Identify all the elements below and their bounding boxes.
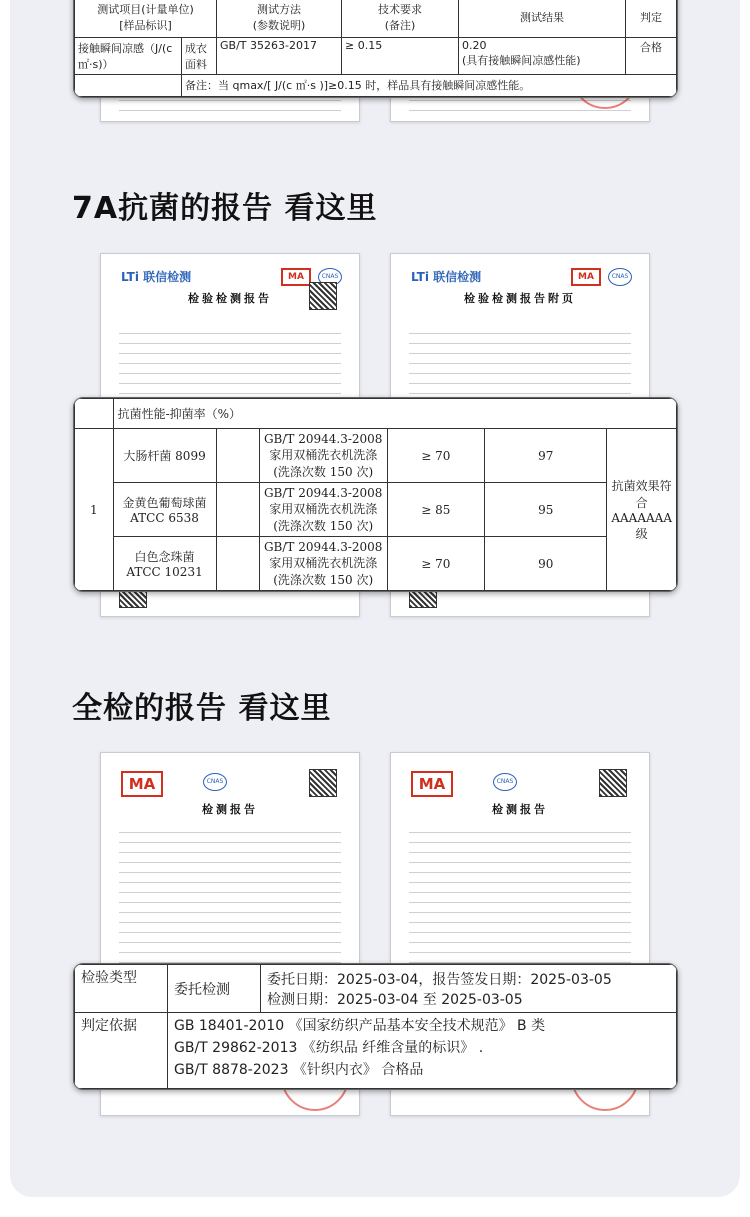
ma-logo: MA (411, 771, 453, 797)
requirement-2: ≥ 85 (387, 483, 485, 537)
lti-logo: LTi 联信检测 (121, 270, 192, 284)
blank-col (216, 429, 259, 483)
cell-item: 接触瞬间凉感（J/(c㎡·s)） (75, 38, 182, 74)
qr-code-icon (309, 282, 337, 310)
blank-col (216, 483, 259, 537)
lti-logo: LTi 联信检测 (411, 270, 482, 284)
inspection-type-value: 委托检测 (168, 965, 261, 1013)
full-inspection-zoom-table (73, 963, 678, 1090)
organism-3: 白色念珠菌 ATCC 10231 (113, 537, 216, 591)
requirement-3: ≥ 70 (387, 537, 485, 591)
header-method: 测试方法 (参数说明) (217, 0, 342, 38)
basis-standard-2: GB/T 29862-2013 《纺织品 纤维含量的标识》 . (174, 1040, 484, 1057)
cell-method: GB/T 35263-2017 (217, 38, 342, 74)
basis-cell (168, 1013, 677, 1089)
qr-code-icon (309, 769, 337, 797)
blank-col (216, 537, 259, 591)
basis-standard-1: GB 18401-2010 《国家纺织产品基本安全技术规范》 B 类 (174, 1018, 546, 1035)
ma-logo: MA (571, 268, 601, 286)
ma-logo: MA (281, 268, 311, 286)
commission-dates: 委托日期：2025-03-04，报告签发日期：2025-03-05 (267, 971, 612, 988)
result-note: (具有接触瞬间凉感性能) (462, 54, 581, 68)
ma-logo: MA (121, 771, 163, 797)
method-3: GB/T 20944.3-2008 家用双桶洗衣机洗涤 (洗涤次数 150 次) (259, 537, 387, 591)
qr-code-icon (599, 769, 627, 797)
note-spacer (75, 74, 182, 96)
full-inspection-section-title: 全检的报告 看这里 (72, 691, 332, 726)
cell-sample: 成衣面料 (182, 38, 217, 74)
header-verdict: 判定 (626, 0, 677, 38)
header-item: 测试项目(计量单位) [样品标识] (75, 0, 217, 38)
result-3: 90 (485, 537, 607, 591)
cooling-test-zoom-table (73, 0, 678, 98)
basis-standard-3: GB/T 8878-2023 《针织内衣》 合格品 (174, 1062, 424, 1079)
conclusion: 抗菌效果符合 AAAAAAA 级 (607, 429, 677, 591)
cnas-logo: CNAS (318, 268, 342, 286)
result-1: 97 (485, 429, 607, 483)
method-1: GB/T 20944.3-2008 家用双桶洗衣机洗涤 (洗涤次数 150 次) (259, 429, 387, 483)
seq-number: 1 (75, 429, 114, 591)
table-note: 备注：当 qmax/[ J/(c ㎡·s )]≥0.15 时，样品具有接触瞬间凉感性能。 (182, 74, 677, 96)
header-requirement: 技术要求 (备注) (342, 0, 459, 38)
method-2: GB/T 20944.3-2008 家用双桶洗衣机洗涤 (洗涤次数 150 次) (259, 483, 387, 537)
cnas-logo: CNAS (203, 773, 227, 791)
cnas-logo: CNAS (608, 268, 632, 286)
requirement-1: ≥ 70 (387, 429, 485, 483)
antibacterial-section-title: 7A抗菌的报告 看这里 (72, 191, 378, 226)
cnas-logo: CNAS (493, 773, 517, 791)
doc-title: 检验检测报告附页 (464, 292, 576, 305)
test-dates: 检测日期：2025-03-04 至 2025-03-05 (267, 991, 523, 1008)
result-2: 95 (485, 483, 607, 537)
antibacterial-section-label: 抗菌性能-抑菌率（%） (113, 399, 676, 429)
cell-result (459, 38, 626, 74)
doc-title: 检测报告 (202, 803, 258, 816)
antibacterial-zoom-table (73, 397, 678, 592)
doc-title: 检验检测报告 (188, 292, 272, 305)
organism-2: 金黄色葡萄球菌 ATCC 6538 (113, 483, 216, 537)
dates-cell (261, 965, 677, 1013)
inspection-type-label: 检验类型 (75, 965, 168, 1013)
header-result: 测试结果 (459, 0, 626, 38)
cell-requirement: ≥ 0.15 (342, 38, 459, 74)
seq-header-spacer (75, 399, 114, 429)
cell-verdict: 合格 (626, 38, 677, 74)
basis-label: 判定依据 (75, 1013, 168, 1089)
doc-title: 检测报告 (492, 803, 548, 816)
result-value: 0.20 (462, 39, 487, 53)
organism-1: 大肠杆菌 8099 (113, 429, 216, 483)
